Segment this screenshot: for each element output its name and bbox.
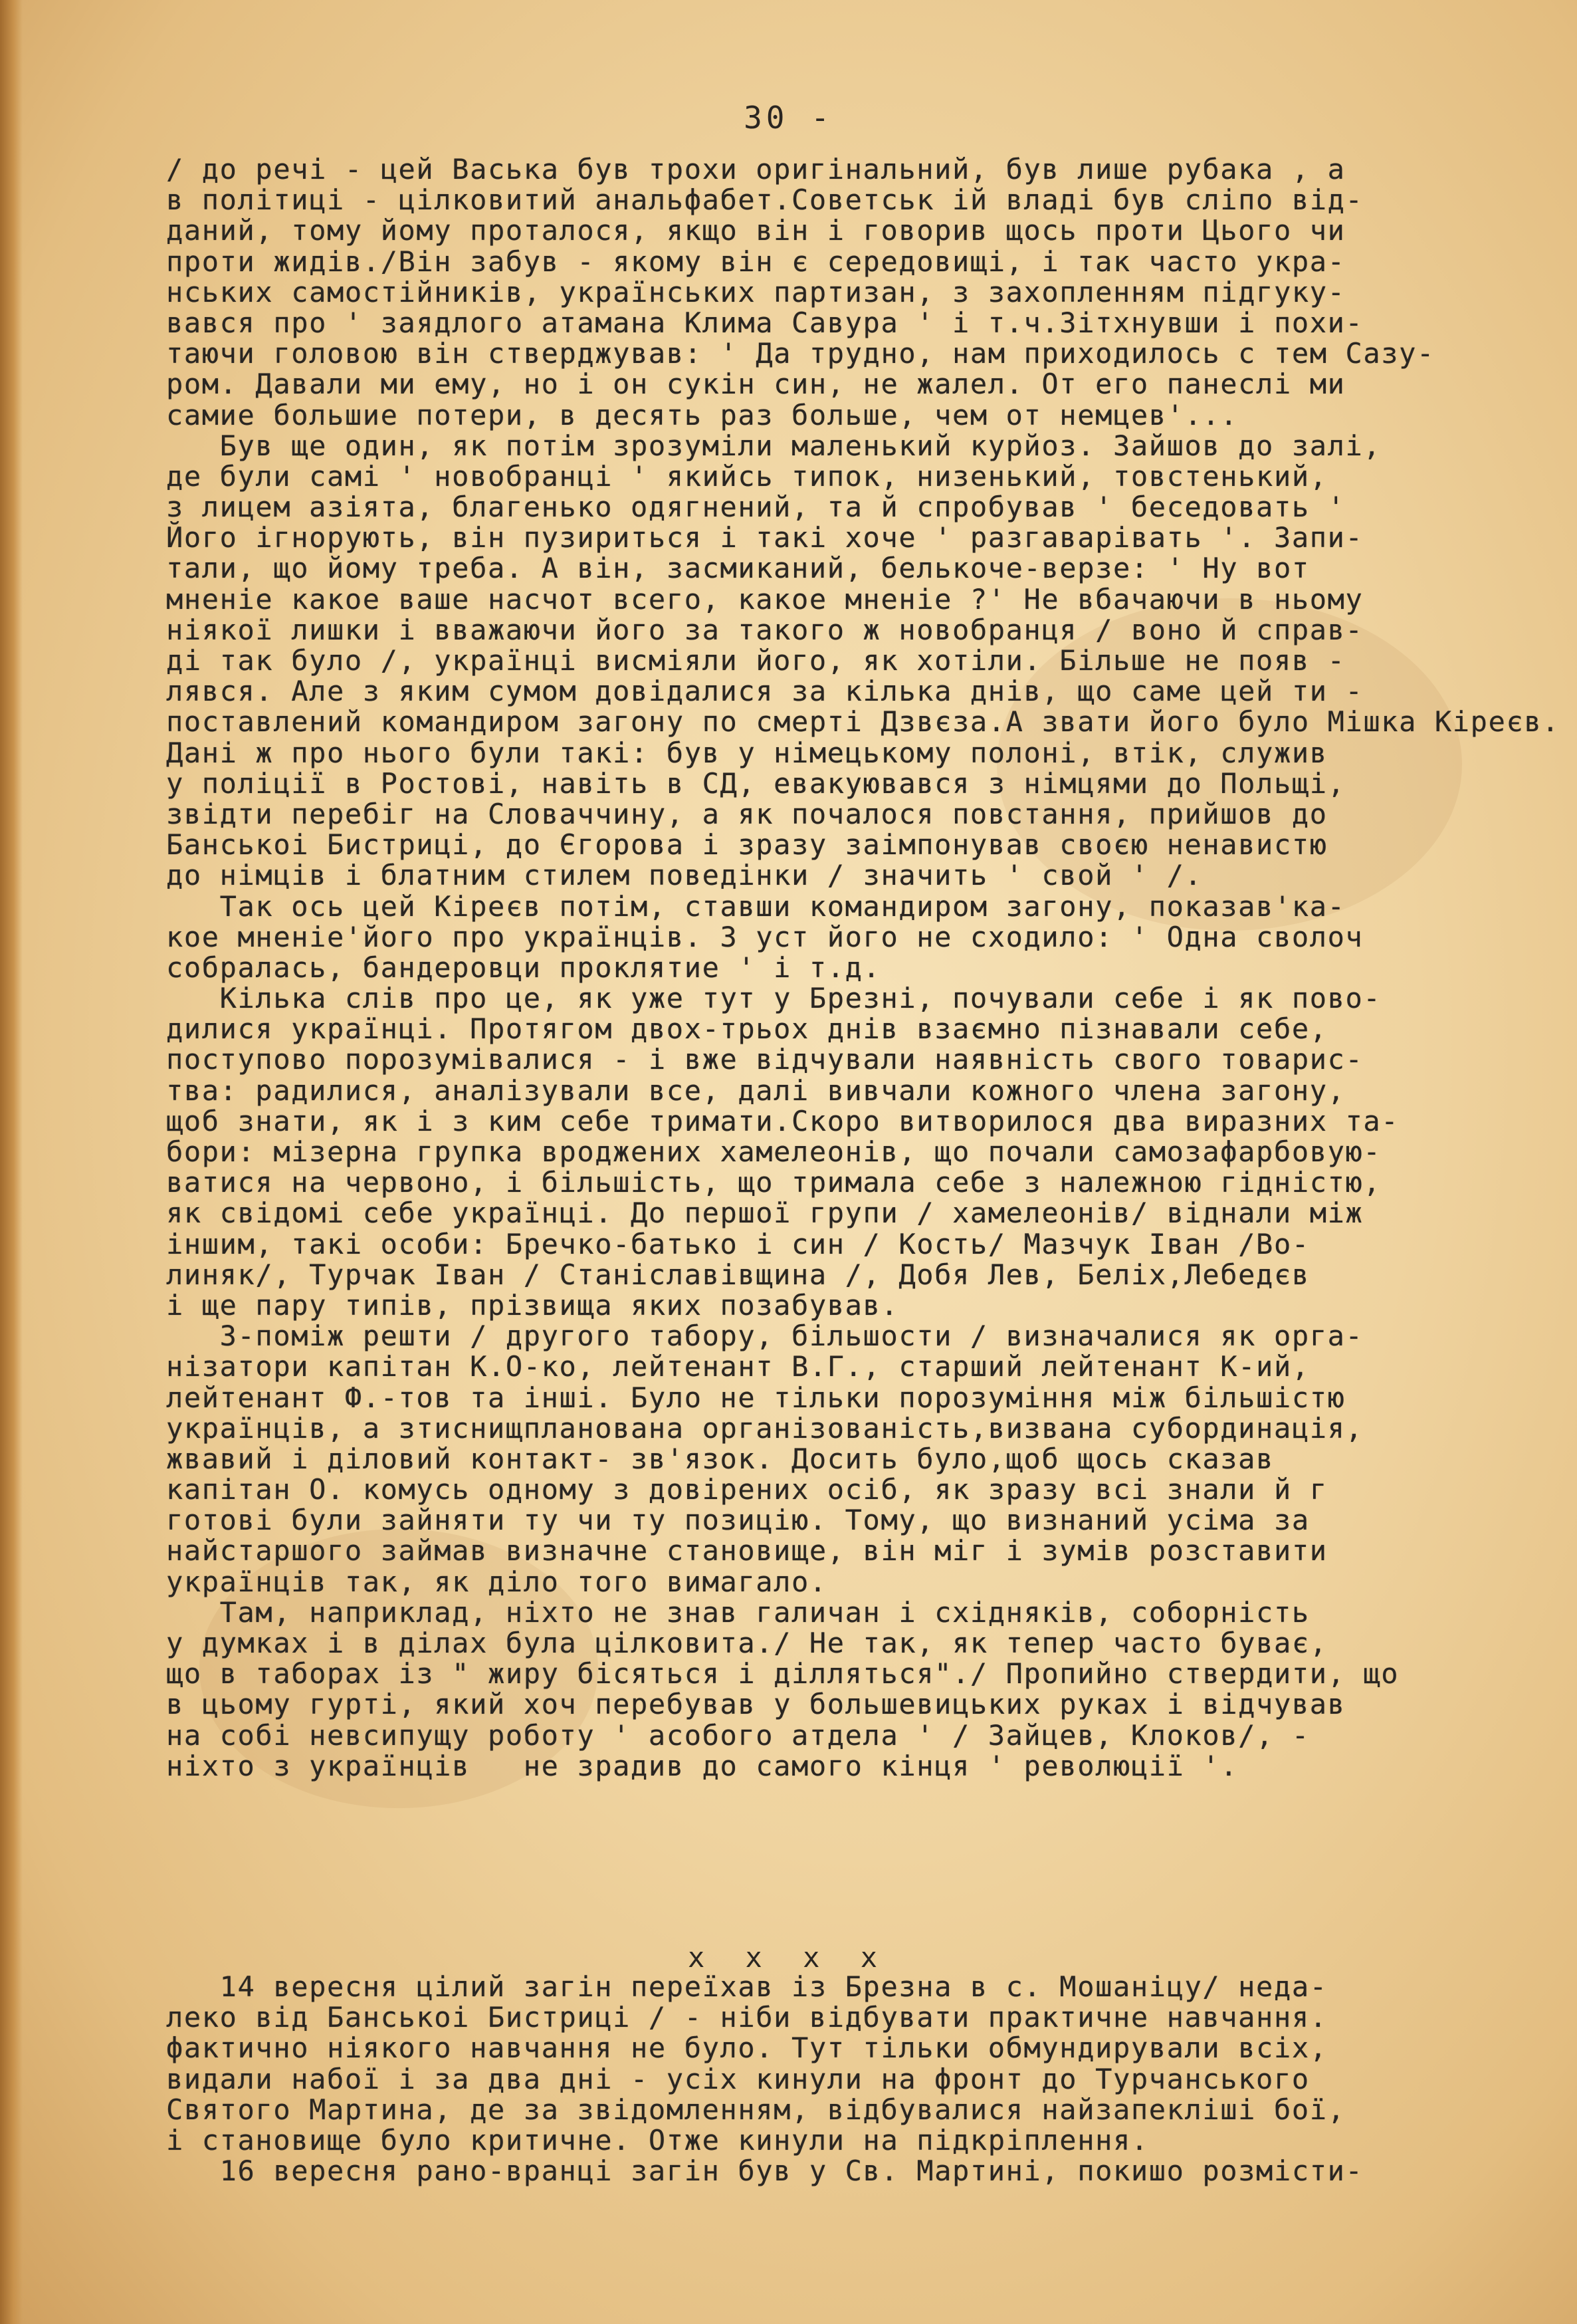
text-line: де були самі ' новобранці ' якийсь типок, низенький, товстенький, — [166, 459, 1328, 493]
text-line: кое мненіе'його про українців. З уст його не сходило: ' Одна сволоч — [166, 920, 1364, 953]
typed-text-body-continued — [166, 1972, 1555, 2186]
text-line: Там, наприклад, ніхто не знав галичан і східняків, соборність — [166, 1595, 1310, 1629]
text-line: Так ось цей Кіреєв потім, ставши командиром загону, показав'ка- — [166, 889, 1346, 923]
text-line: леко від Банськоі Бистриці / - ніби відбувати практичне навчання. — [166, 2001, 1328, 2034]
text-line: лейтенант Ф.-тов та інші. Було не тільки порозуміння між більшістю — [166, 1381, 1346, 1414]
text-line: Дані ж про нього були такі: був у німецькому полоні, втік, служив — [166, 736, 1328, 769]
text-line: Кілька слів про це, як уже тут у Брезні, почували себе і як пово- — [166, 982, 1382, 1015]
text-line: поступово порозумівалися - і вже відчували наявність свого товарис- — [166, 1043, 1364, 1076]
text-line: найстаршого займав визначне становище, він міг і зумів розставити — [166, 1534, 1328, 1568]
text-line: українців так, як діло того вимагало. — [166, 1565, 827, 1598]
text-line: ді так було /, українці висміяли його, як хотіли. Більше не появ - — [166, 644, 1346, 677]
text-line: самие большие потери, в десять раз больше, чем от немцев'... — [166, 398, 1239, 431]
text-line: іншим, такі особи: Бречко-батько і син / Кость/ Мазчук Іван /Во- — [166, 1227, 1310, 1260]
text-line: даний, тому йому проталося, якщо він і говорив щось проти Цього чи — [166, 214, 1346, 247]
text-line: до німців і блатним стилем поведінки / значить ' свой ' /. — [166, 859, 1203, 892]
text-line: Банськоі Бистриці, до Єгорова і зразу заімпонував своєю ненавистю — [166, 828, 1328, 862]
text-line: мненіе какое ваше насчот всего, какое мненіе ?' Не вбачаючи в ньому — [166, 582, 1364, 616]
text-line: в політиці - цілковитий анальфабет.Советськ ій владі був сліпо від- — [166, 183, 1364, 217]
text-line: проти жидів./Він забув - якому він є середовищі, і так часто укра- — [166, 245, 1346, 278]
text-line: нізатори капітан К.О-ко, лейтенант В.Г., старший лейтенант К-ий, — [166, 1350, 1310, 1383]
text-line: ніякої лишки і вважаючи його за такого ж новобранця / воно й справ- — [166, 613, 1364, 646]
text-line: ватися на червоно, і більшість, що тримала себе з належною гідністю, — [166, 1166, 1382, 1199]
text-line: капітан О. комусь одному з довірених осіб, як зразу всі знали й г — [166, 1473, 1328, 1506]
text-line: і ще пару типів, прізвища яких позабував. — [166, 1288, 899, 1322]
text-line: Його ігнорують, він пузириться і такі хоче ' разгаварівать '. Запи- — [166, 521, 1364, 554]
text-line: линяк/, Турчак Іван / Станіславівщина /, Добя Лев, Беліх,Лебедєв — [166, 1258, 1310, 1291]
text-line: собралась, бандеровци проклятие ' і т.д. — [166, 951, 881, 984]
text-line: ром. Давали ми ему, но і он сукін син, не жалел. От его панеслі ми — [166, 368, 1346, 401]
text-line: у поліції в Ростові, навіть в СД, евакуювався з німцями до Польщі, — [166, 766, 1346, 800]
text-line: лявся. Але з яким сумом довідалися за кілька днів, що саме цей ти - — [166, 675, 1364, 708]
text-line: як свідомі себе українці. До першої групи / хамелеонів/ віднали між — [166, 1197, 1364, 1230]
text-line: бори: мізерна групка вроджених хамелеонів, що почали самозафарбовую- — [166, 1135, 1382, 1168]
text-line: і становище було критичне. Отже кинули на підкріплення. — [166, 2123, 1149, 2156]
text-line: тва: радилися, аналізували все, далі вивчали кожного члена загону, — [166, 1074, 1346, 1107]
text-line: Святого Мартина, де за звідомленням, відбувалися найзапекліші бої, — [166, 2093, 1346, 2126]
text-line: щоб знати, як і з ким себе тримати.Скоро витворилося два виразних та- — [166, 1104, 1400, 1137]
text-line: фактично ніякого навчання не було. Тут тільки обмундирували всіх, — [166, 2032, 1328, 2065]
text-line: з лицем азіята, благенько одягнений, та й спробував ' беседовать ' — [166, 491, 1346, 524]
text-line: українців, а зтиснищпланована організованість,визвана субординація, — [166, 1411, 1364, 1445]
text-line: жвавий і діловий контакт- зв'язок. Досить було,щоб щось сказав — [166, 1442, 1274, 1475]
text-line: готові були зайняти ту чи ту позицію. Тому, що визнаний усіма за — [166, 1504, 1310, 1537]
text-line: / до речі - цей Васька був трохи оригінальний, був лише рубака , а — [166, 153, 1346, 185]
text-line: звідти перебіг на Словаччину, а як почалося повстання, прийшов до — [166, 797, 1328, 830]
text-line: у думках і в ділах була цілковита./ Не так, як тепер часто буває, — [166, 1627, 1328, 1659]
text-line: поставлений командиром загону по смерті Дзвєза.А звати його було Мішка Кіреєв. — [166, 705, 1560, 739]
text-line: 14 вересня цілий загін переїхав із Брезна в с. Мошаніцу/ неда- — [166, 1970, 1328, 2003]
page-number: 30 - — [744, 100, 833, 136]
text-line: Був ще один, як потім зрозуміли маленький курйоз. Зайшов до залі, — [166, 429, 1382, 462]
text-line: З-поміж решти / другого табору, більшости / визначалися як орга- — [166, 1320, 1364, 1353]
text-line: вався про ' заядлого атамана Клима Савура ' і т.ч.Зітхнувши і похи- — [166, 306, 1364, 339]
text-line: тали, що йому треба. А він, засмиканий, белькоче-верзе: ' Ну вот — [166, 552, 1310, 585]
text-line: нських самостійників, українських партизан, з захопленням підгуку- — [166, 275, 1346, 308]
text-line: 16 вересня рано-вранці загін був у Св. Мартині, покишо розмісти- — [166, 2154, 1364, 2188]
page-edge-shadow — [0, 0, 23, 2324]
typed-text-body — [166, 153, 1560, 1782]
text-line: таючи головою він стверджував: ' Да трудно, нам приходилось с тем Сазу- — [166, 337, 1435, 370]
text-line: видали набої і за два дні - усіх кинули на фронт до Турчанського — [166, 2062, 1310, 2095]
section-separator: x x x x — [687, 1941, 889, 1974]
text-line: в цьому гурті, який хоч перебував у большевицьких руках і відчував — [166, 1688, 1346, 1721]
text-line: ніхто з українців не зрадив до самого кінця ' революції '. — [166, 1749, 1239, 1782]
text-line: дилися українці. Протягом двох-трьох днів взаємно пізнавали себе, — [166, 1012, 1328, 1046]
text-line: на собі невсипущу роботу ' асобого атдела ' / Зайцев, Клоков/, - — [166, 1718, 1310, 1752]
text-line: що в таборах із " жиру бісяться і ділляться"./ Пропийно ствердити, що — [166, 1657, 1400, 1690]
